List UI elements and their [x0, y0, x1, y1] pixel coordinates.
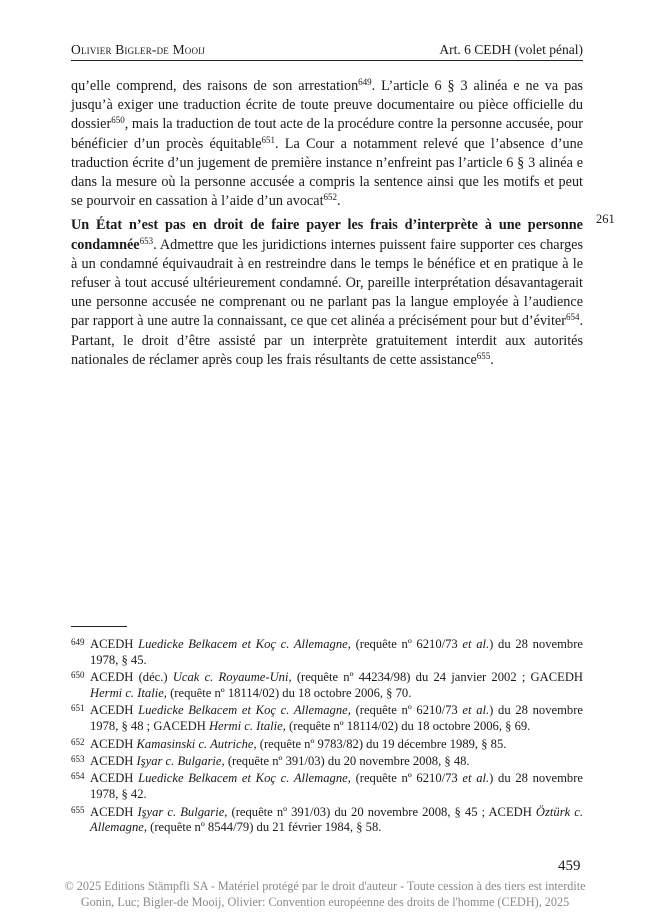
main-text: [71, 77, 583, 370]
footnote-ref[interactable]: 650: [111, 115, 125, 126]
footnote-ref[interactable]: 653: [139, 235, 154, 246]
copyright-notice: [0, 878, 650, 910]
footnote-number: 654: [71, 771, 85, 782]
footnote-number: 653: [71, 753, 85, 764]
running-header: [71, 40, 583, 61]
header-section: Art. 6 CEDH (volet pénal): [439, 42, 583, 57]
footnote: 652 ACEDH Kamasinski c. Autriche, (requête nº 9783/82) du 19 décembre 1989, § 85.: [71, 736, 507, 751]
footnote: 653 ACEDH Işyar c. Bulgarie, (requête nº 391/03) du 20 novembre 2008, § 48.: [71, 753, 470, 768]
paragraph-2: Un État n’est pas en droit de faire payer les frais d’interprète à une personne condamnée$^{653}$. Admettre que les juridictions internes puissent faire supporter ces charges à un condamné équivaudrait à en restreindre dans le temps le bénéfice et en pratique à le refuser à tout accusé ultérieurement condamné. Or, pareille interprétation désavantagerait une personne accusée ne comprenant ou ne parlant pas la langue employée à l’audience par rapport à une autre la connaissant, ce que cet alinéa a précisément pour but d’éviter$^{654}$. Partant, le droit d’être assisté par un interprète gratuitement interdit aux autorités nationales de réclamer après coup les frais résultants de cette assistance$^{655}$.: [71, 217, 583, 368]
footnote: 649 ACEDH Luedicke Belkacem et Koç c. Allemagne, (requête nº 6210/73 et al.) du 28 novembre 1978, § 45.: [71, 637, 583, 667]
footnote-ref[interactable]: 652: [323, 192, 338, 203]
margin-number: 261: [596, 212, 615, 226]
paragraph-heading: Un État n’est pas en droit de faire payer les frais d’interprète à une personne condamnée: [71, 217, 583, 253]
footnote-ref[interactable]: 655: [476, 350, 491, 361]
footnote-number: 652: [71, 736, 85, 747]
copyright-line-2: Gonin, Luc; Bigler-de Mooij, Olivier: Convention européenne des droits de l'homme (CEDH), 2025: [80, 895, 570, 909]
footnotes: [71, 637, 583, 838]
footnote: 650 ACEDH (déc.) Ucak c. Royaume-Uni, (requête nº 44234/98) du 24 janvier 2002 ; GACEDH Hermi c. Italie, (requête nº 18114/02) du 18 octobre 2006, § 70.: [71, 670, 584, 700]
footnote-ref[interactable]: 654: [565, 312, 580, 323]
footnote-number: 650: [71, 670, 85, 681]
footnote-ref[interactable]: 649: [358, 77, 372, 87]
footnote-ref[interactable]: 651: [261, 134, 275, 145]
header-author: Olivier Bigler-de Mooij: [71, 42, 206, 57]
copyright-line-1: © 2025 Editions Stämpfli SA - Matériel protégé par le droit d'auteur - Toute cession à des tiers est interdite: [64, 879, 586, 893]
footnote: 655 ACEDH Işyar c. Bulgarie, (requête nº 391/03) du 20 novembre 2008, § 45 ; ACEDH Öztürk c. Allemagne, (requête nº 8544/79) du 21 février 1984, § 58.: [71, 804, 583, 835]
footnote-number: 655: [71, 804, 85, 815]
footnote: 651 ACEDH Luedicke Belkacem et Koç c. Allemagne, (requête nº 6210/73 et al.) du 28 novembre 1978, § 48 ; GACEDH Hermi c. Italie, (requête nº 18114/02) du 18 octobre 2006, § 69.: [71, 703, 583, 734]
paragraph-1: qu’elle comprend, des raisons de son arrestation$^{649}$. L’article 6 § 3 alinéa e ne va pas jusqu’à exiger une traduction écrite de toute preuve documentaire ou pièce officielle du dossier$^{650}$, mais la traduction de tout acte de la procédure contre la personne accusée, pour bénéficier d’un procès équitable$^{651}$. La Cour a notamment relevé que l’absence d’une traduction écrite d’un jugement de première instance n’enfreint pas l’article 6 § 3 alinéa e dans la mesure où la personne accusée a compris la sentence ainsi que les motifs et peut se pourvoir en cassation à l’aide d’un avocat$^{652}$.: [71, 77, 584, 210]
footnote-divider: [71, 626, 127, 627]
page-number: 459: [558, 858, 581, 874]
footnote-number: 651: [71, 703, 85, 714]
footnote-number: 649: [71, 637, 85, 647]
footnote: 654 ACEDH Luedicke Belkacem et Koç c. Allemagne, (requête nº 6210/73 et al.) du 28 novembre 1978, § 42.: [71, 771, 583, 802]
